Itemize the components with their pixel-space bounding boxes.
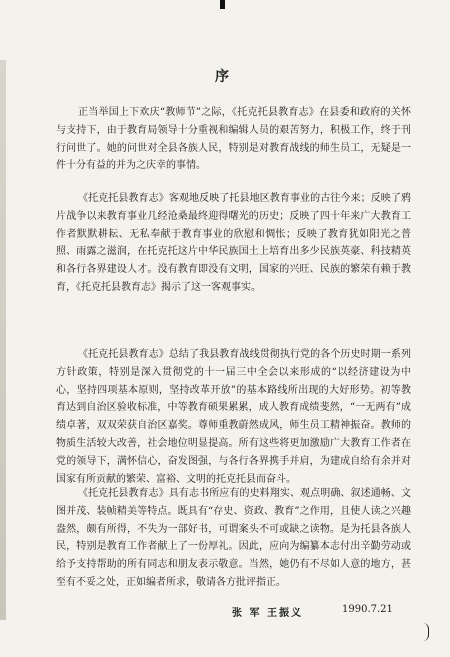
margin-bracket-mark	[420, 623, 429, 641]
signature-names: 张 军 王振义	[232, 608, 303, 619]
preface-paragraph-2: 《托克托县教育志》客观地反映了托县地区教育事业的古往今来；反映了鸦片战争以来教育事业几经沧桑最终迎得曙光的历史；反映了四十年来广大教育工作者默默耕耘、无私奉献于教育事业的欣慰和惆怅；反映了教育犹如阳光之普照、雨露之滋润，在托克托这片中华民族国土上培育出多少民族英豪、科技精英和各行各界建设人才。没有教育即没有文明，国家的兴旺、民族的繁荣有赖于教育，《托克托县教育志》揭示了这一客观事实。	[56, 193, 411, 293]
signature-date: 1990.7.21	[342, 604, 393, 615]
preface-paragraph-3: 《托克托县教育志》总结了我县教育战线贯彻执行党的各个历史时期一系列方针政策，特别是深入贯彻党的十一届三中全会以来形成的“以经济建设为中心，坚持四项基本原则，坚持改革开放”的基本路线所出现的大好形势。初等教育达到自治区验收标准，中等教育硕果累累，成人教育成绩斐然，“一无两有”成绩卓著，双双荣获自治区嘉奖。尊师重教蔚然成风，师生员工精神振奋。教师的物质生活较大改善，社会地位明显提高。所有这些将更加激励广大教育工作者在党的领导下，满怀信心，奋发图强，与各行各界携手并肩，为建成自给有余并对国家有所贡献的繁荣、富裕、文明的托克托县而奋斗。	[56, 349, 411, 485]
scan-edge	[0, 60, 6, 620]
page-top-mark	[220, 0, 225, 9]
preface-paragraph-1: 正当举国上下欢庆“教师节”之际，《托克托县教育志》在县委和政府的关怀与支持下，由于教育局领导十分重视和编辑人员的艰苦努力，积极工作，终于刊行问世了。她的问世对全县各族人民，特别是对教育战线的师生员工，无疑是一件十分有益的并为之庆幸的事情。	[56, 107, 411, 172]
preface-paragraph-4: 《托克托县教育志》具有志书所应有的史料翔实、观点明确、叙述通畅、文图并茂、装帧精美等特点。既具有“存史、资政、教育”之作用，且使人读之兴趣盎然，颇有所得，不失为一部好书，可谓案头不可或缺之读物。是为托县各族人民，特别是教育工作者献上了一份厚礼。因此，应向为编纂本志付出辛勤劳动或给予支持帮助的所有同志和朋友表示敬意。当然，她仍有不尽如人意的地方，甚至有不妥之处，正如编者所求，敬请各方批评指正。	[56, 488, 411, 588]
page-title: 序	[215, 69, 235, 85]
